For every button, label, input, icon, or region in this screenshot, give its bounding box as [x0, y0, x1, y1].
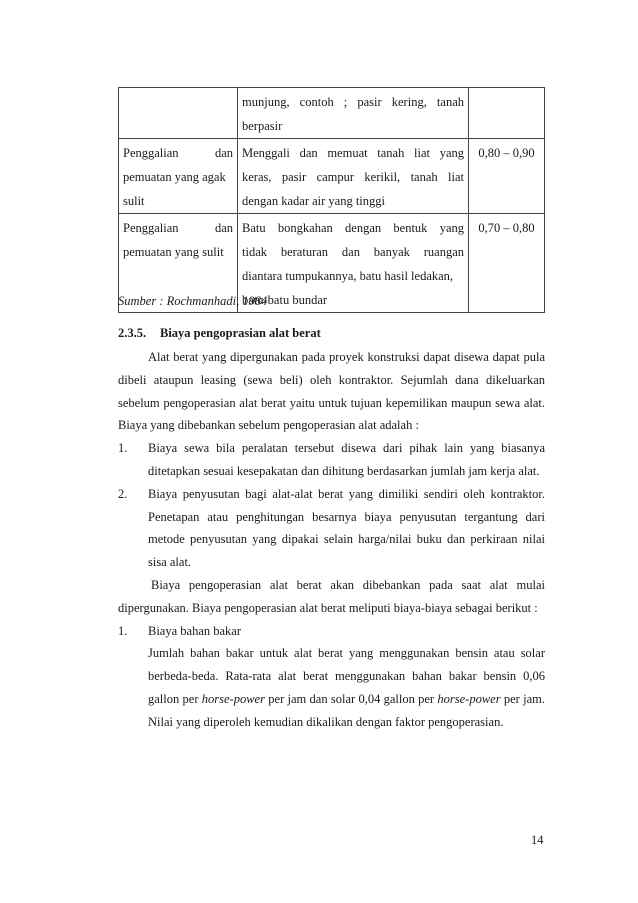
table-cell-line: tidak beraturan dan banyak ruangan [242, 245, 464, 259]
table-cell-line: Menggali dan memuat tanah liat yang [242, 146, 464, 160]
table-cell-line: berpasir [242, 119, 283, 133]
table-cell-factor [469, 88, 545, 139]
table-cell-line: batu-batu bundar [242, 293, 328, 307]
section-heading [118, 326, 321, 341]
section-number: 2.3.5. [118, 326, 147, 340]
body-text-run: Jumlah bahan bakar untuk alat berat yang menggunakan bensin atau solar berbeda-beda. Rata-rata alat berat menggunakan bahan bakar bensin 0,06 gallon per [148, 646, 545, 706]
body-text-run: per jam. Nilai yang diperoleh kemudian dikalikan dengan faktor pengoperasian. [148, 691, 545, 729]
table-cell-line: Batu bongkahan dengan bentuk yang [242, 221, 464, 235]
table-cell-line: Penggalian dan [123, 221, 233, 235]
list-item-body [118, 642, 545, 733]
list-item [118, 620, 545, 643]
list-item [118, 437, 545, 483]
table-cell-line: diantara tumpukannya, batu hasil ledakan, [242, 269, 454, 283]
list-marker: 1. [118, 623, 128, 638]
table-cell-line: pemuatan yang sulit [123, 245, 224, 259]
table-cell-line: keras, pasir campur kerikil, tanah liat [242, 170, 464, 184]
efficiency-factor-table [118, 87, 545, 313]
table-cell-line: sulit [123, 194, 145, 208]
paragraph: Biaya pengoperasian alat berat akan dibebankan pada saat alat mulai dipergunakan. Biaya pengoperasian alat berat meliputi biaya-biaya sebagai berikut : [118, 577, 545, 615]
list-item-text: Biaya sewa bila peralatan tersebut disewa dari pihak lain yang biasanya ditetapkan sesuai kesepakatan dan dihitung berdasarkan jumlah jam kerja alat. [148, 441, 545, 478]
section-title: Biaya pengoprasian alat berat [160, 326, 321, 340]
list-item-text: Biaya penyusutan bagi alat-alat berat yang dimiliki sendiri oleh kontraktor. Penetapan atau penghitungan besarnya biaya penyusutan tergantung dari metode penyusutan yang dipakai selain harga/nilai buku dan perkiraan nilai sisa alat. [148, 486, 545, 570]
paragraph: Alat berat yang dipergunakan pada proyek konstruksi dapat disewa dapat pula dibeli ataupun leasing (sewa beli) oleh kontraktor. Sejumlah dana dikeluarkan sebelum pengoperasian alat berat yaitu untuk tujuan kepemilikan maupun sewa alat. Biaya yang dibebankan sebelum pengoperasian alat adalah : [118, 350, 545, 433]
table-cell-condition [119, 139, 238, 214]
body-text-italic: horse-power [201, 691, 265, 706]
list-item-title: Biaya bahan bakar [148, 623, 242, 638]
table-row [119, 88, 545, 139]
body-text-run: per jam dan solar 0,04 gallon per [264, 691, 438, 706]
table-cell-line: dengan kadar air yang tinggi [242, 194, 386, 208]
table-row [119, 139, 545, 214]
list-item [118, 483, 545, 574]
section-body [118, 346, 545, 734]
page-number: 14 [531, 833, 544, 847]
table-cell-line: pemuatan yang agak [123, 170, 226, 184]
list-marker: 1. [118, 441, 128, 456]
list-marker: 2. [118, 486, 128, 501]
table-cell-line: Penggalian dan [123, 146, 233, 160]
table-cell-description [238, 88, 469, 139]
table-cell-line: munjung, contoh ; pasir kering, tanah [242, 95, 464, 109]
body-text-italic: horse-power [437, 691, 501, 706]
table-source-caption: Sumber : Rochmanhadi, 1984 [118, 294, 268, 308]
table-cell-description [238, 214, 469, 313]
table-cell-factor: 0,80 – 0,90 [469, 139, 545, 214]
table-cell-description [238, 139, 469, 214]
table-cell-condition [119, 88, 238, 139]
table-cell-factor: 0,70 – 0,80 [469, 214, 545, 313]
